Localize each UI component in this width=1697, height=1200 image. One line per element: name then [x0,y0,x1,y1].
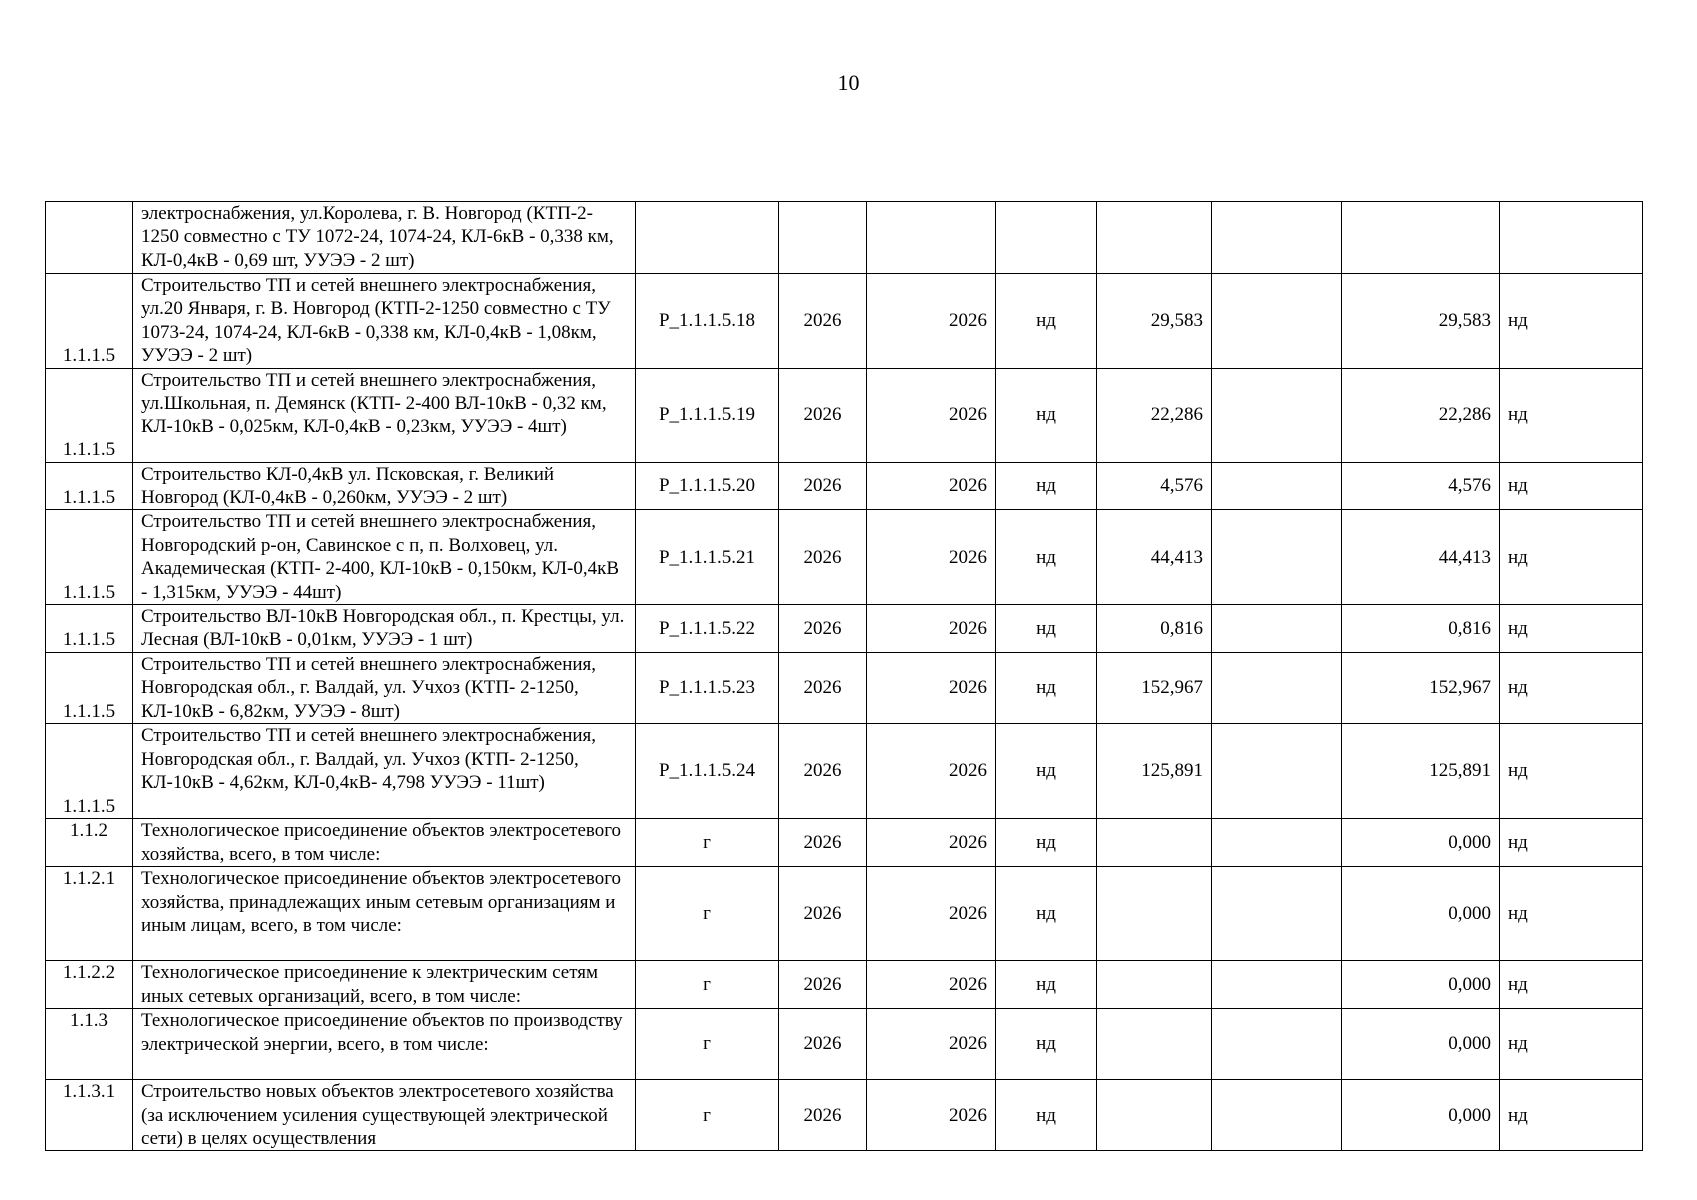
row-value-second: 125,891 [1342,724,1500,819]
row-code: г [636,819,779,867]
row-year-end: 2026 [867,652,996,723]
row-description: Технологическое присоединение к электрическим сетям иных сетевых организаций, всего, в том числе: [133,961,636,1009]
row-empty-cell [1212,274,1342,369]
row-year-start: 2026 [779,510,867,605]
row-value-second: 0,000 [1342,1080,1500,1151]
row-number: 1.1.1.5 [46,724,133,819]
row-nd-first: нд [996,462,1097,510]
row-value-second: 4,576 [1342,462,1500,510]
row-year-end [867,202,996,274]
row-nd-second: нд [1500,1080,1643,1151]
row-nd-first: нд [996,510,1097,605]
row-code: P_1.1.1.5.20 [636,462,779,510]
row-value-second [1342,202,1500,274]
table-row [46,1080,1643,1151]
table-row [46,724,1643,819]
row-number: 1.1.1.5 [46,652,133,723]
row-nd-first: нд [996,1009,1097,1080]
row-year-end: 2026 [867,1080,996,1151]
row-number: 1.1.1.5 [46,462,133,510]
row-value-second: 0,000 [1342,961,1500,1009]
row-nd-second: нд [1500,867,1643,961]
row-nd-second: нд [1500,1009,1643,1080]
row-code [636,202,779,274]
row-description: Строительство ТП и сетей внешнего электроснабжения, Новгородская обл., г. Валдай, ул. Учхоз (КТП- 2-1250, КЛ-10кВ - 6,82км, УУЭЭ - 8шт) [133,652,636,723]
row-year-start: 2026 [779,961,867,1009]
row-code: P_1.1.1.5.22 [636,605,779,653]
row-year-end: 2026 [867,961,996,1009]
row-year-start: 2026 [779,819,867,867]
row-code: P_1.1.1.5.19 [636,368,779,462]
row-year-end: 2026 [867,1009,996,1080]
table-row [46,462,1643,510]
row-number: 1.1.2 [46,819,133,867]
table-row [46,202,1643,274]
row-year-start [779,202,867,274]
table-row [46,1009,1643,1080]
row-description: Строительство ТП и сетей внешнего электроснабжения, Новгородский р-он, Савинское с п, п. Волховец, ул. Академическая (КТП- 2-400, КЛ-10кВ - 0,150км, КЛ-0,4кВ - 1,315км, УУЭЭ - 44шт) [133,510,636,605]
row-value-first [1097,202,1212,274]
row-year-end: 2026 [867,605,996,653]
row-number: 1.1.1.5 [46,510,133,605]
row-description: Строительство КЛ-0,4кВ ул. Псковская, г. Великий Новгород (КЛ-0,4кВ - 0,260км, УУЭЭ - 2 шт) [133,462,636,510]
row-empty-cell [1212,867,1342,961]
row-nd-first: нд [996,1080,1097,1151]
row-year-start: 2026 [779,605,867,653]
row-value-second: 22,286 [1342,368,1500,462]
row-year-end: 2026 [867,510,996,605]
row-nd-first: нд [996,724,1097,819]
row-value-first: 44,413 [1097,510,1212,605]
row-number: 1.1.1.5 [46,274,133,369]
row-year-end: 2026 [867,819,996,867]
row-year-end: 2026 [867,368,996,462]
row-empty-cell [1212,819,1342,867]
row-code: г [636,867,779,961]
row-value-first [1097,867,1212,961]
row-year-end: 2026 [867,462,996,510]
row-empty-cell [1212,961,1342,1009]
row-empty-cell [1212,202,1342,274]
row-description: Технологическое присоединение объектов электросетевого хозяйства, всего, в том числе: [133,819,636,867]
table-row [46,819,1643,867]
row-code: P_1.1.1.5.23 [636,652,779,723]
row-nd-second [1500,202,1643,274]
row-value-second: 0,816 [1342,605,1500,653]
row-year-start: 2026 [779,1009,867,1080]
row-nd-first: нд [996,368,1097,462]
row-value-first: 22,286 [1097,368,1212,462]
page-number: 10 [837,70,860,95]
row-year-end: 2026 [867,867,996,961]
row-year-start: 2026 [779,724,867,819]
row-year-start: 2026 [779,274,867,369]
row-value-second: 0,000 [1342,867,1500,961]
row-value-first [1097,1080,1212,1151]
row-value-second: 29,583 [1342,274,1500,369]
row-empty-cell [1212,368,1342,462]
row-year-start: 2026 [779,368,867,462]
row-year-start: 2026 [779,652,867,723]
row-value-first: 4,576 [1097,462,1212,510]
row-empty-cell [1212,605,1342,653]
row-description: Технологическое присоединение объектов по производству электрической энергии, всего, в том числе: [133,1009,636,1080]
row-value-first [1097,819,1212,867]
table-row [46,274,1643,369]
table-row [46,510,1643,605]
row-nd-second: нд [1500,652,1643,723]
table-row [46,368,1643,462]
row-empty-cell [1212,1009,1342,1080]
row-code: г [636,1080,779,1151]
row-value-first [1097,961,1212,1009]
row-year-end: 2026 [867,724,996,819]
row-number: 1.1.3 [46,1009,133,1080]
row-nd-second: нд [1500,961,1643,1009]
row-nd-first: нд [996,961,1097,1009]
row-nd-second: нд [1500,819,1643,867]
row-year-start: 2026 [779,1080,867,1151]
row-number: 1.1.3.1 [46,1080,133,1151]
table-body [46,202,1643,1151]
row-empty-cell [1212,652,1342,723]
row-description: Строительство ВЛ-10кВ Новгородская обл., п. Крестцы, ул. Лесная (ВЛ-10кВ - 0,01км, УУЭЭ - 1 шт) [133,605,636,653]
row-value-first: 152,967 [1097,652,1212,723]
row-value-second: 0,000 [1342,1009,1500,1080]
row-year-end: 2026 [867,274,996,369]
row-value-first: 0,816 [1097,605,1212,653]
row-nd-second: нд [1500,510,1643,605]
row-nd-second: нд [1500,724,1643,819]
row-value-second: 0,000 [1342,819,1500,867]
row-nd-first: нд [996,605,1097,653]
row-nd-second: нд [1500,605,1643,653]
row-description: Строительство новых объектов электросетевого хозяйства (за исключением усиления существующей электрической сети) в целях осуществления [133,1080,636,1151]
row-nd-first: нд [996,819,1097,867]
row-number: 1.1.2.2 [46,961,133,1009]
row-number: 1.1.1.5 [46,605,133,653]
table-row [46,961,1643,1009]
row-description: электроснабжения, ул.Королева, г. В. Новгород (КТП-2-1250 совместно с ТУ 1072-24, 1074-24, КЛ-6кВ - 0,338 км, КЛ-0,4кВ - 0,69 шт, УУЭЭ - 2 шт) [133,202,636,274]
row-value-first: 125,891 [1097,724,1212,819]
row-number: 1.1.1.5 [46,368,133,462]
row-empty-cell [1212,462,1342,510]
row-description: Строительство ТП и сетей внешнего электроснабжения, Новгородская обл., г. Валдай, ул. Учхоз (КТП- 2-1250, КЛ-10кВ - 4,62км, КЛ-0,4кВ- 4,798 УУЭЭ - 11шт) [133,724,636,819]
table-row [46,652,1643,723]
row-number: 1.1.2.1 [46,867,133,961]
row-nd-second: нд [1500,368,1643,462]
row-nd-first [996,202,1097,274]
row-empty-cell [1212,1080,1342,1151]
row-year-start: 2026 [779,462,867,510]
row-nd-first: нд [996,652,1097,723]
row-code: P_1.1.1.5.24 [636,724,779,819]
row-year-start: 2026 [779,867,867,961]
row-value-first [1097,1009,1212,1080]
row-empty-cell [1212,724,1342,819]
row-value-second: 152,967 [1342,652,1500,723]
row-description: Строительство ТП и сетей внешнего электроснабжения, ул.Школьная, п. Демянск (КТП- 2-400 ВЛ-10кВ - 0,32 км, КЛ-10кВ - 0,025км, КЛ-0,4кВ - 0,23км, УУЭЭ - 4шт) [133,368,636,462]
row-nd-second: нд [1500,274,1643,369]
row-empty-cell [1212,510,1342,605]
row-description: Строительство ТП и сетей внешнего электроснабжения, ул.20 Января, г. В. Новгород (КТП-2-1250 совместно с ТУ 1073-24, 1074-24, КЛ-6кВ - 0,338 км, КЛ-0,4кВ - 1,08км, УУЭЭ - 2 шт) [133,274,636,369]
row-number [46,202,133,274]
row-description: Технологическое присоединение объектов электросетевого хозяйства, принадлежащих иным сетевым организациям и иным лицам, всего, в том числе: [133,867,636,961]
table-row [46,867,1643,961]
row-code: P_1.1.1.5.18 [636,274,779,369]
row-code: г [636,1009,779,1080]
row-nd-second: нд [1500,462,1643,510]
table-row [46,605,1643,653]
row-nd-first: нд [996,274,1097,369]
row-code: P_1.1.1.5.21 [636,510,779,605]
row-value-first: 29,583 [1097,274,1212,369]
row-nd-first: нд [996,867,1097,961]
row-value-second: 44,413 [1342,510,1500,605]
row-code: г [636,961,779,1009]
investment-table [45,201,1643,1151]
